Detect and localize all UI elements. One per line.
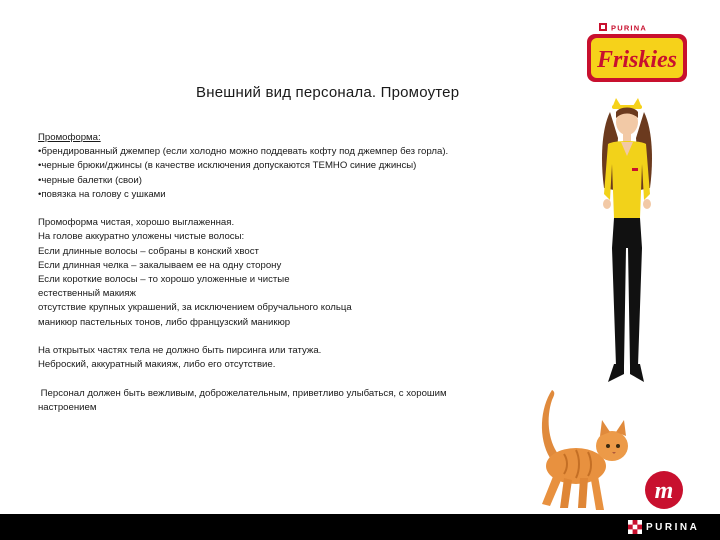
m-badge-letter: m (654, 478, 674, 504)
purina-footer-word: PURINA (646, 521, 700, 533)
body-rule-line: Неброский, аккуратный макияж, либо его отсутствие. (38, 359, 276, 371)
appearance-line: естественный макияж (38, 288, 136, 300)
appearance-line: Если длинная челка – закалываем ее на одну сторону (38, 259, 282, 271)
body-rule-line: На открытых частях тела не должно быть пирсинга или татужа. (38, 345, 322, 357)
uniform-item: •черные балетки (свои) (38, 174, 142, 186)
appearance-line: Промоформа чистая, хорошо выглаженная. (38, 217, 235, 229)
content (38, 131, 528, 415)
friskies-logo (585, 22, 689, 84)
appearance-line: отсутствие крупных украшений, за исключением обручального кольца (38, 302, 352, 314)
uniform-item: •черные брюки/джинсы (в качестве исключения допускаются ТЕМНО синие джинсы) (38, 160, 417, 172)
promoter-woman-illustration (588, 98, 666, 388)
appearance-line: Если длинные волосы – собраны в конский хвост (38, 245, 259, 257)
footer-bar (0, 514, 720, 540)
uniform-item: •повязка на голову с ушками (38, 188, 166, 200)
purina-footer-logo (628, 519, 699, 535)
purina-checkerboard-icon (628, 520, 642, 534)
friskies-logo-word: Friskies (596, 47, 678, 73)
behavior-line: настроением (38, 401, 97, 413)
appearance-line: Если короткие волосы – то хорошо уложенные и чистые (38, 274, 290, 286)
behavior-line: Персонал должен быть вежливым, доброжелательным, приветливо улыбаться, с хорошим (38, 387, 447, 399)
cat-illustration (520, 388, 648, 514)
appearance-line: маникюр пастельных тонов, либо французский маникюр (38, 316, 291, 328)
uniform-heading: Промоформа: (38, 132, 101, 143)
uniform-item: •брендированный джемпер (если холодно можно поддевать кофту под джемпер без горла). (38, 146, 449, 158)
page-title-text: Внешний вид персонала. Промоутер (196, 84, 460, 101)
friskies-logo-top-text: PURINA (611, 23, 647, 33)
appearance-line: На голове аккуратно уложены чистые волосы: (38, 231, 245, 243)
m-badge-logo (644, 470, 684, 510)
